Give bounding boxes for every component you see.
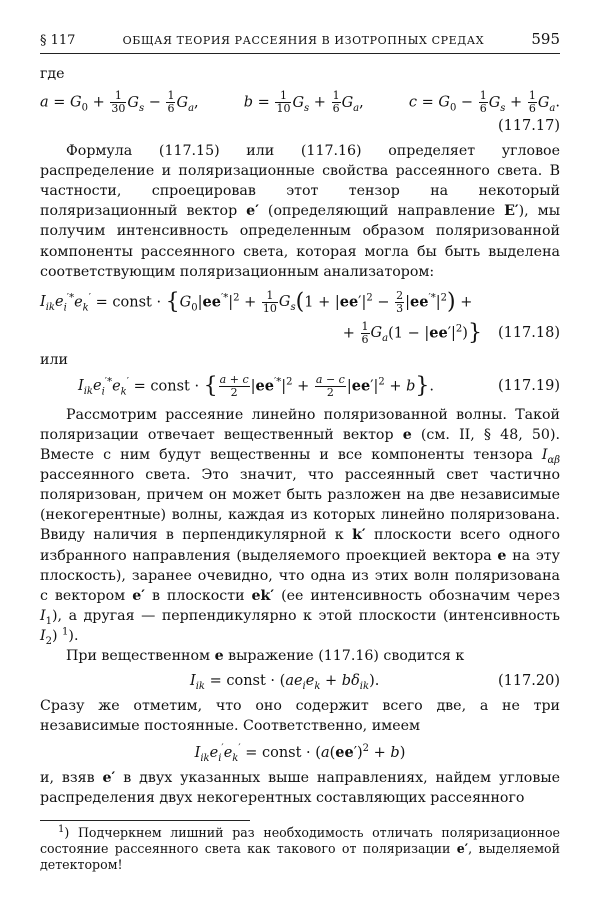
- eq21-body: $I_{ik}e_i'e_k'$ = const · $(a(ee')^2 + b)$: [194, 743, 406, 765]
- eq19-number: (117.19): [497, 378, 560, 395]
- where-label: где: [40, 66, 65, 82]
- page-number: 595: [531, 30, 560, 48]
- footnote: $^1$) Подчеркнем лишний раз необходимость отличать поляризационное состояние рассеянного света как такового от поляризации e′, выделяемой детектором!: [40, 824, 560, 873]
- eq17-b: b = $\frac{1}{10}$ $G_s$ + $\frac{1}{6}$ $G_a$,: [243, 89, 364, 116]
- section-number: § 117: [40, 33, 76, 48]
- or-label: или: [40, 351, 68, 368]
- equation-unnumbered: [40, 742, 560, 764]
- paragraph-3: При вещественном e выражение (117.16) сводится к: [66, 647, 465, 664]
- eq17-c: $c = G_0$ − $\frac{1}{6}$ $G_s$ + $\frac{1}{6}$ $G_a$.: [408, 89, 560, 116]
- eq20-number: (117.20): [497, 673, 560, 690]
- eq18-line-2: + $\frac{1}{6}$ $G_a(1 - |ee'|^2)$}: [342, 319, 482, 346]
- paragraph-1: Формула (117.15) или (117.16) определяет угловое распределение и поляризационные свойства рассеянного света. В частности, спроецировав этот тензор на некоторый поляризационный вектор e′ (определяющий направление E′), мы получим интенсивность определенным образом поляризованной компоненты рассеянного света, которая могла бы быть выделена соответствующим поляризационным анализатором:: [40, 143, 560, 280]
- equation-117-17: [40, 90, 560, 137]
- eq19-body: $I_{ik}e_i^{'*}e_k'$ = const · { $\frac{a + c}{2}$ $|ee^{'*}|^2$ + $\frac{a - c}{2}$ $|ee'|^2 + b$}.: [78, 372, 435, 399]
- running-header: [40, 30, 560, 54]
- eq20-body: $I_{ik}$ = const · $(ae_ie_k + b\delta_{ik})$.: [190, 673, 380, 692]
- equation-117-19: [40, 374, 560, 399]
- eq18-number: (117.18): [497, 325, 560, 342]
- running-title: ОБЩАЯ ТЕОРИЯ РАССЕЯНИЯ В ИЗОТРОПНЫХ СРЕДАХ: [122, 34, 485, 47]
- paragraph-5: и, взяв e′ в двух указанных выше направлениях, найдем угловые распределения двух некогерентных составляющих рассеянного: [40, 770, 561, 807]
- eq17-number: (117.17): [497, 118, 560, 135]
- footnote-rule: [40, 820, 250, 821]
- eq17-a: $a = G_0$ + $\frac{1}{30}$ $G_s$ − $\frac{1}{6}$ $G_a$,: [40, 89, 199, 116]
- equation-117-18: [40, 290, 560, 346]
- equation-117-20: [40, 670, 560, 692]
- eq18-line-1: $I_{ik}e_i^{'*}e_k'$ = const · {$G_0|ee^{'*}|^2$ + $\frac{1}{10}$ $G_s(1 + |ee'|^2$ − $\frac{2}{3}$ $|ee^{'*}|^2$) +: [40, 288, 473, 315]
- paragraph-2: Рассмотрим рассеяние линейно поляризованной волны. Такой поляризации отвечает вещественный вектор e (см. II, § 48, 50). Вместе с ним будут вещественны и все компоненты тензора $I_{\alpha\beta}$ рассеянного света. Это значит, что рассеянный свет частично поляризован, причем он может быть разложен на две независимые (некогерентные) волны, каждая из которых линейно поляризована. Ввиду наличия в перпендикулярной к k′ плоскости всего одного избранного направления (выделяемого проекцией вектора e на эту плоскость), заранее очевидно, что одна из этих волн поляризована с вектором e′ в плоскости ek′ (ее интенсивность обозначим через $I_1$), а другая — перпендикулярно к этой плоскости (интенсивность $I_2$) $^1$).: [40, 406, 561, 647]
- paragraph-4: Сразу же отметим, что оно содержит всего две, а не три независимые постоянные. Соответственно, имеем: [40, 698, 560, 735]
- page: [40, 30, 560, 873]
